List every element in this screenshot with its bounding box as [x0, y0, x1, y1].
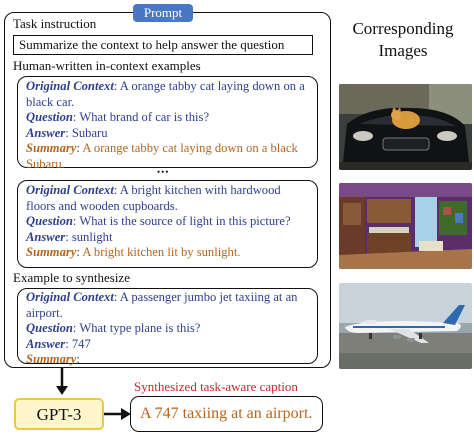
- prompt-tab: Prompt: [133, 4, 193, 22]
- answer-key: Answer: [26, 229, 66, 244]
- answer-value: Subaru: [71, 125, 108, 140]
- question-value: What type plane is this?: [79, 321, 201, 336]
- question-key: Question: [26, 214, 73, 229]
- task-instruction-box: [13, 35, 313, 55]
- context-value: A bright kitchen with hardwood floors and wooden cupboards.: [26, 183, 281, 213]
- question-value: What brand of car is this?: [79, 110, 210, 125]
- example-3-context: Original Context: A passenger jumbo jet taxiing at an airport.: [26, 290, 298, 320]
- right-arrow: [104, 406, 132, 422]
- example-3-question: Question: What type plane is this?: [26, 321, 201, 336]
- example-1-text: [26, 79, 311, 173]
- example-2-summary: Summary: A bright kitchen lit by sunlight.: [26, 245, 241, 260]
- synth-caption-text: A 747 taxiing at an airport.: [140, 405, 313, 422]
- task-instruction-label: Task instruction: [13, 16, 97, 31]
- question-key: Question: [26, 110, 73, 125]
- example-1-context: Original Context: A orange tabby cat laying down on a black car.: [26, 79, 305, 109]
- context-value: A orange tabby cat laying down on a black car.: [26, 79, 305, 109]
- example-1-answer: Answer: Subaru: [26, 125, 108, 140]
- summary-value: A bright kitchen lit by sunlight.: [82, 245, 241, 260]
- human-examples-label: Human-written in-context examples: [13, 58, 201, 73]
- gpt3-label: GPT-3: [36, 405, 82, 424]
- images-title-line2: Images: [378, 41, 428, 60]
- kitchen-photo: [339, 183, 472, 269]
- summary-key: Summary: [26, 352, 77, 367]
- example-2-context: Original Context: A bright kitchen with hardwood floors and wooden cupboards.: [26, 183, 281, 213]
- example-3-answer: Answer: 747: [26, 336, 91, 351]
- synth-caption-box: [130, 396, 323, 432]
- example-3-text: [26, 290, 311, 368]
- example-1-summary: Summary: A orange tabby cat laying down on a black Subaru.: [26, 141, 298, 171]
- images-title: [336, 18, 470, 62]
- example-1-question: Question: What brand of car is this?: [26, 110, 210, 125]
- images-title-line1: Corresponding: [352, 19, 454, 38]
- example-2-answer: Answer: sunlight: [26, 229, 113, 244]
- summary-value: A orange tabby cat laying down on a black Subaru.: [26, 141, 298, 171]
- question-key: Question: [26, 321, 73, 336]
- gpt3-box: [14, 398, 104, 430]
- summary-key: Summary: [26, 141, 77, 156]
- ellipsis: •••: [157, 167, 170, 177]
- question-value: What is the source of light in this picture?: [79, 214, 291, 229]
- example-3-summary: Summary:: [26, 352, 80, 367]
- context-key: Original Context: [26, 183, 114, 197]
- context-key: Original Context: [26, 79, 114, 93]
- answer-value: sunlight: [71, 229, 113, 244]
- task-instruction-text: Summarize the context to help answer the question: [19, 37, 285, 52]
- airplane-photo: [339, 283, 472, 369]
- synth-caption-label: Synthesized task-aware caption: [134, 379, 298, 394]
- summary-key: Summary: [26, 245, 77, 260]
- answer-value: 747: [71, 336, 91, 351]
- context-value: A passenger jumbo jet taxiing at an airport.: [26, 290, 298, 320]
- down-arrow: [54, 368, 70, 396]
- synthesize-label: Example to synthesize: [13, 270, 130, 285]
- answer-key: Answer: [26, 125, 66, 140]
- answer-key: Answer: [26, 336, 66, 351]
- example-2-question: Question: What is the source of light in this picture?: [26, 214, 291, 229]
- example-2-text: [26, 183, 311, 261]
- car-cat-photo: [339, 84, 472, 170]
- context-key: Original Context: [26, 290, 114, 304]
